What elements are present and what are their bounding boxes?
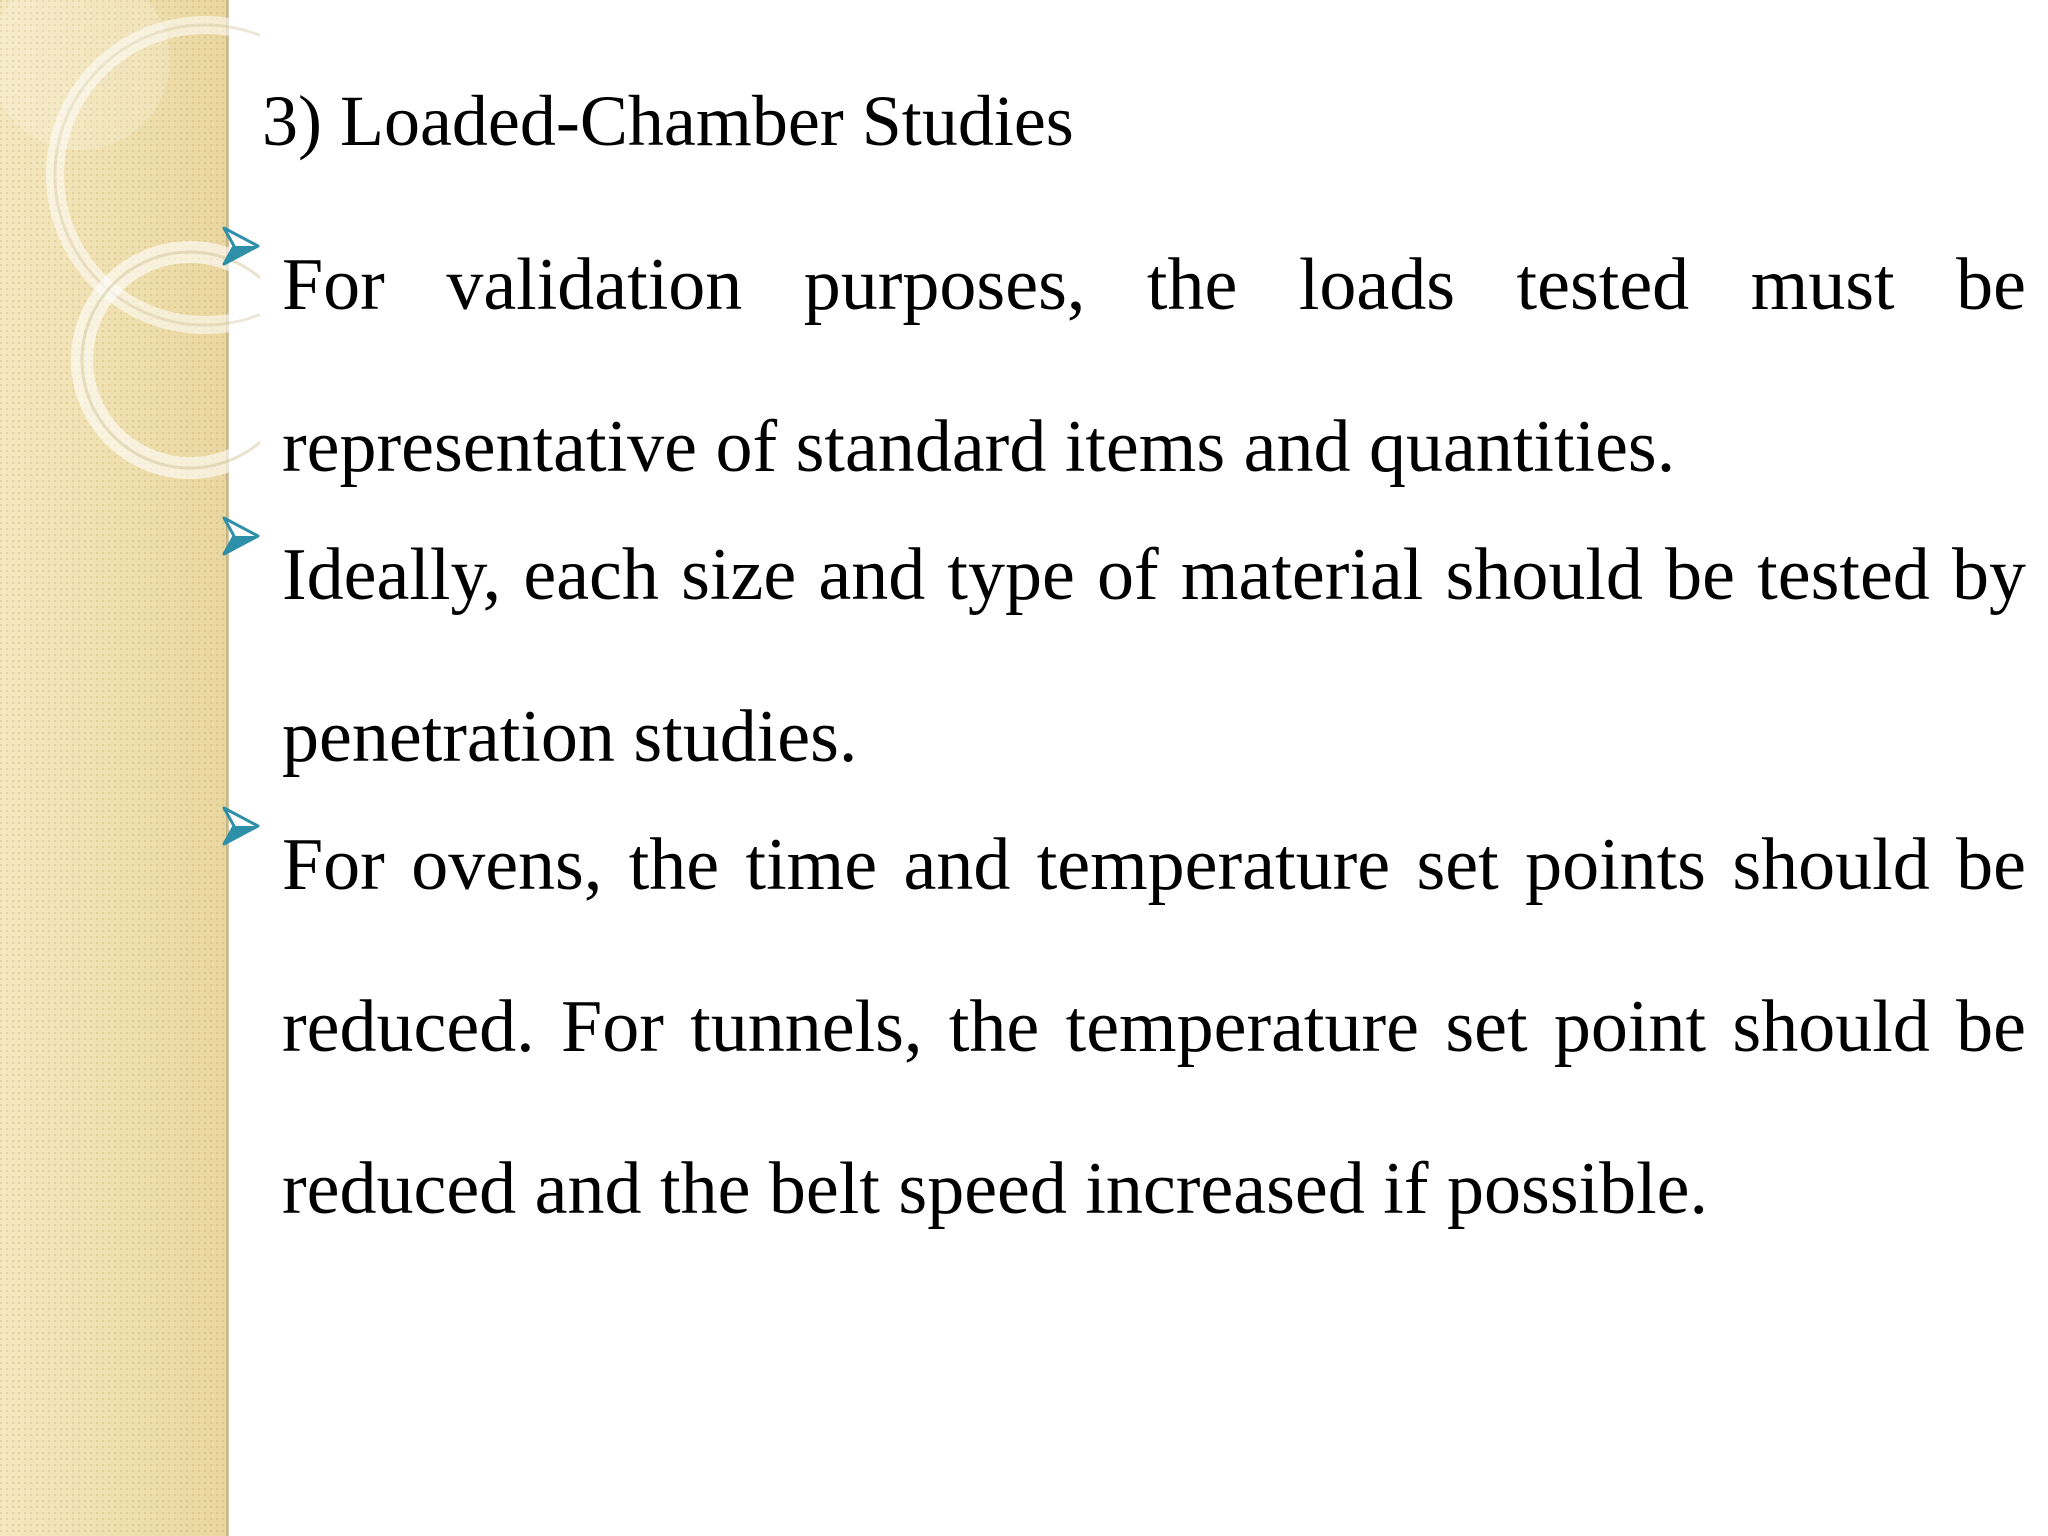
bullet-text: For ovens, the time and temperature set points should be reduced. For tunnels, the temperature set point should be reduced and the belt speed increased if possible. — [282, 824, 2026, 1230]
slide-title: 3) Loaded-Chamber Studies — [262, 81, 1074, 161]
bullet-item — [218, 494, 2026, 818]
bullet-list — [218, 238, 2026, 1270]
bullet-text: Ideally, each size and type of material should be tested by penetration studies. — [282, 534, 2026, 778]
arrow-bullet-icon — [222, 224, 262, 268]
bullet-item — [218, 204, 2026, 528]
arrow-bullet-icon — [222, 514, 262, 558]
decorative-sidebar — [0, 0, 226, 1536]
bullet-item — [218, 784, 2026, 1270]
bullet-text: For validation purposes, the loads tested must be representative of standard items and quantities. — [282, 244, 2026, 488]
arrow-bullet-icon — [222, 804, 262, 848]
